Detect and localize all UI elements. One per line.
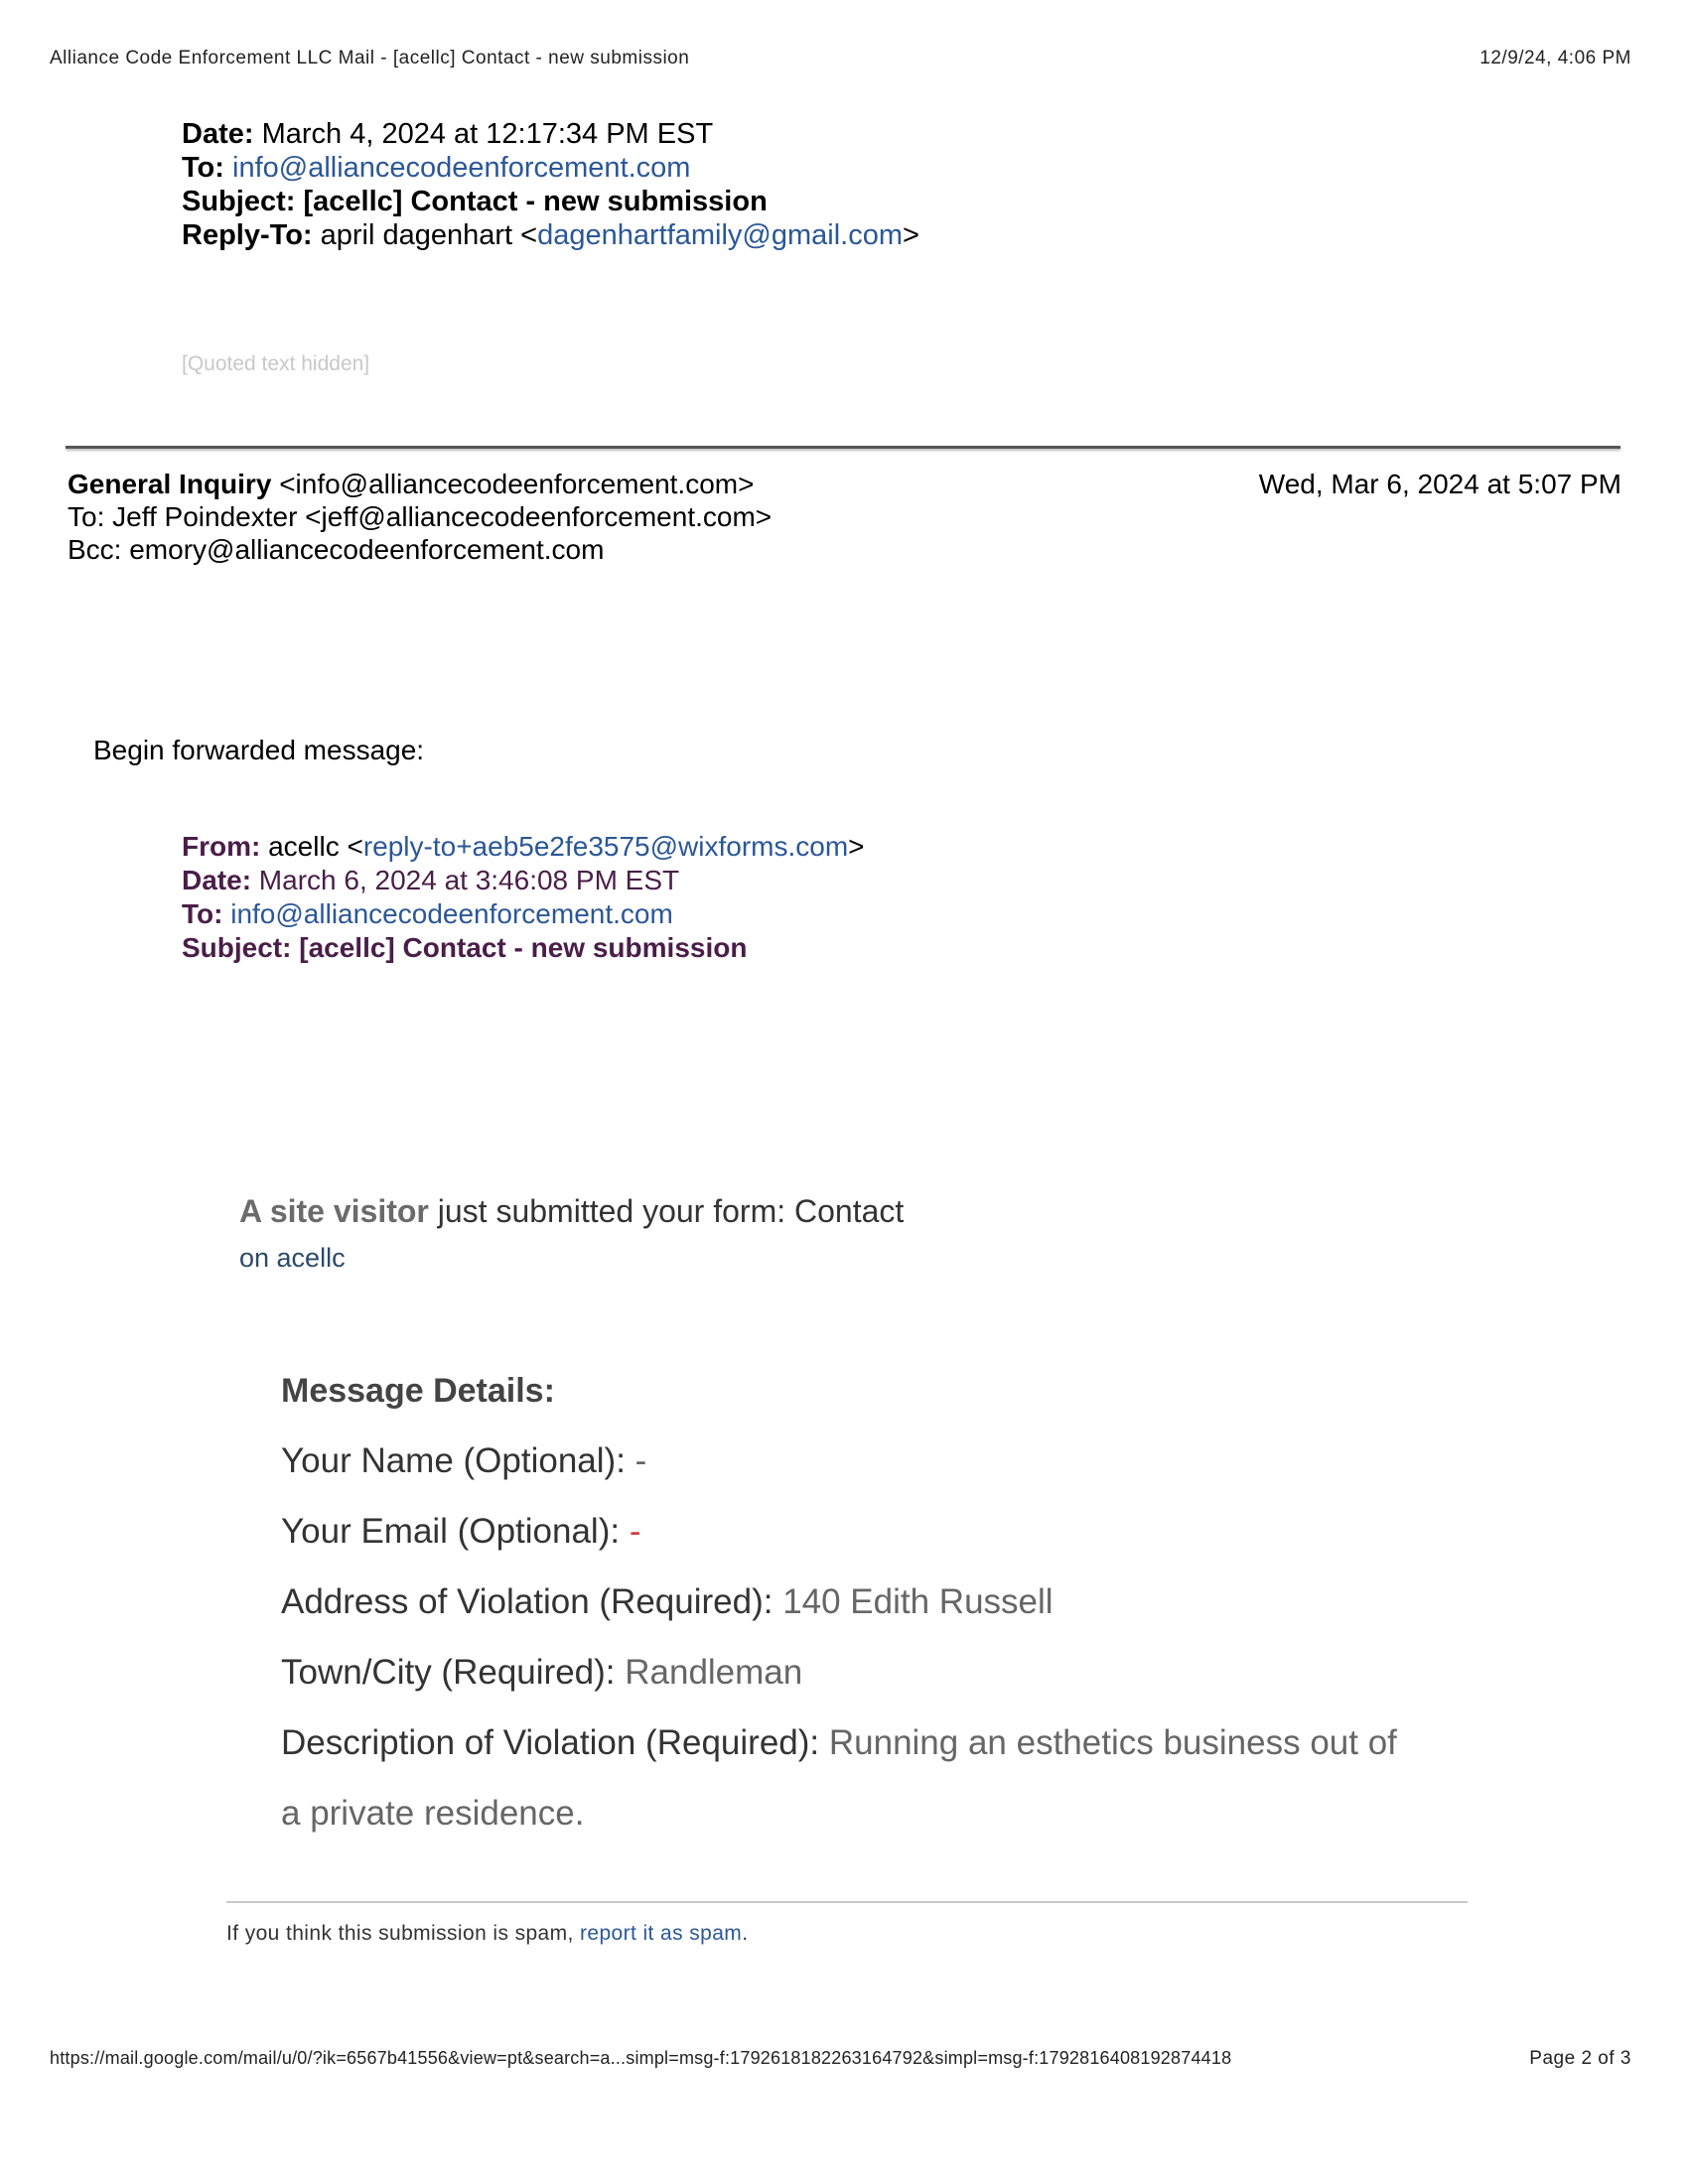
field-value-cont: a private residence. xyxy=(281,1794,585,1833)
field-label: Town/City (Required): xyxy=(281,1653,626,1692)
fwd-date-row xyxy=(182,864,865,897)
quoted-text-hidden[interactable]: [Quoted text hidden] xyxy=(182,352,370,375)
field-description-of-violation xyxy=(281,1723,1397,1763)
fwd-subject-row xyxy=(182,931,865,965)
begin-forwarded-label: Begin forwarded message: xyxy=(93,735,425,765)
fwd-from-label: From: xyxy=(182,831,261,862)
fwd-date-label: Date: xyxy=(182,865,252,895)
field-label: Your Email (Optional): xyxy=(281,1512,630,1551)
submission-intro-rest: just submitted your form: Contact xyxy=(428,1193,905,1229)
field-value: 140 Edith Russell xyxy=(782,1582,1054,1621)
fwd-from-close: > xyxy=(848,831,865,862)
quoted-date-row xyxy=(182,117,919,151)
quoted-subject-value: [acellc] Contact - new submission xyxy=(303,186,768,217)
message-bcc-row: Bcc: emory@alliancecodeenforcement.com xyxy=(68,534,605,565)
field-your-name xyxy=(281,1441,646,1481)
fwd-from-row xyxy=(182,830,865,864)
quoted-to-link[interactable]: info@alliancecodeenforcement.com xyxy=(232,152,691,184)
field-your-email xyxy=(281,1512,640,1552)
field-label: Description of Violation (Required): xyxy=(281,1723,829,1762)
fwd-date-value: March 6, 2024 at 3:46:08 PM EST xyxy=(258,865,680,895)
message-date: Wed, Mar 6, 2024 at 5:07 PM xyxy=(1258,469,1621,499)
quoted-date-label: Date: xyxy=(182,118,254,150)
print-footer-page: Page 2 of 3 xyxy=(1529,2048,1631,2069)
quoted-header xyxy=(182,117,919,252)
spam-divider xyxy=(226,1901,1468,1903)
field-label: Your Name (Optional): xyxy=(281,1441,635,1480)
field-value: Randleman xyxy=(625,1653,803,1692)
quoted-subject-label: Subject: xyxy=(182,186,296,217)
field-value: - xyxy=(634,1441,647,1480)
fwd-to-link[interactable]: info@alliancecodeenforcement.com xyxy=(230,898,673,929)
print-footer-url: https://mail.google.com/mail/u/0/?ik=6567b41556&view=pt&search=a...simpl=msg-f:1792618182263164792&simpl=msg-f:1792816408192874418 xyxy=(50,2048,1232,2068)
fwd-subject-value: [acellc] Contact - new submission xyxy=(299,932,748,963)
on-site-link[interactable]: on acellc xyxy=(239,1243,346,1273)
quoted-reply-to-name: april dagenhart < xyxy=(320,219,538,251)
quoted-reply-to-close: > xyxy=(903,219,919,251)
sender-email: <info@alliancecodeenforcement.com> xyxy=(279,469,755,499)
field-value: - xyxy=(629,1512,641,1551)
message-header xyxy=(68,468,772,566)
fwd-to-label: To: xyxy=(182,898,223,929)
message-from-row xyxy=(68,468,772,500)
spam-notice xyxy=(226,1922,748,1946)
fwd-to-row xyxy=(182,897,865,931)
forwarded-header xyxy=(182,830,865,965)
fwd-subject-label: Subject: xyxy=(182,932,292,963)
site-visitor-label: A site visitor xyxy=(239,1193,429,1229)
field-value: Running an esthetics business out of xyxy=(828,1723,1397,1762)
quoted-to-row xyxy=(182,151,919,185)
field-label: Address of Violation (Required): xyxy=(281,1582,783,1621)
fwd-from-name: acellc < xyxy=(268,831,363,862)
report-spam-link[interactable]: report it as spam xyxy=(580,1922,743,1945)
spam-text: If you think this submission is spam, xyxy=(226,1922,580,1945)
quoted-reply-to-link[interactable]: dagenhartfamily@gmail.com xyxy=(537,219,904,251)
field-description-continuation xyxy=(281,1794,584,1834)
quoted-to-label: To: xyxy=(182,152,224,184)
print-header-datetime: 12/9/24, 4:06 PM xyxy=(1479,48,1631,68)
spam-end: . xyxy=(742,1922,749,1945)
quoted-reply-to-label: Reply-To: xyxy=(182,219,313,251)
field-address-of-violation xyxy=(281,1582,1054,1622)
submission-intro xyxy=(239,1193,904,1230)
message-details-title: Message Details: xyxy=(281,1372,555,1410)
message-to-row: To: Jeff Poindexter <jeff@alliancecodeenforcement.com> xyxy=(68,501,773,532)
field-town-city xyxy=(281,1653,802,1693)
print-header-title: Alliance Code Enforcement LLC Mail - [acellc] Contact - new submission xyxy=(50,48,690,68)
quoted-subject-row xyxy=(182,185,919,218)
sender-name: General Inquiry xyxy=(68,469,272,499)
message-divider xyxy=(66,446,1620,449)
fwd-from-link[interactable]: reply-to+aeb5e2fe3575@wixforms.com xyxy=(362,831,849,862)
quoted-date-value: March 4, 2024 at 12:17:34 PM EST xyxy=(261,118,714,150)
quoted-reply-to-row xyxy=(182,218,919,252)
